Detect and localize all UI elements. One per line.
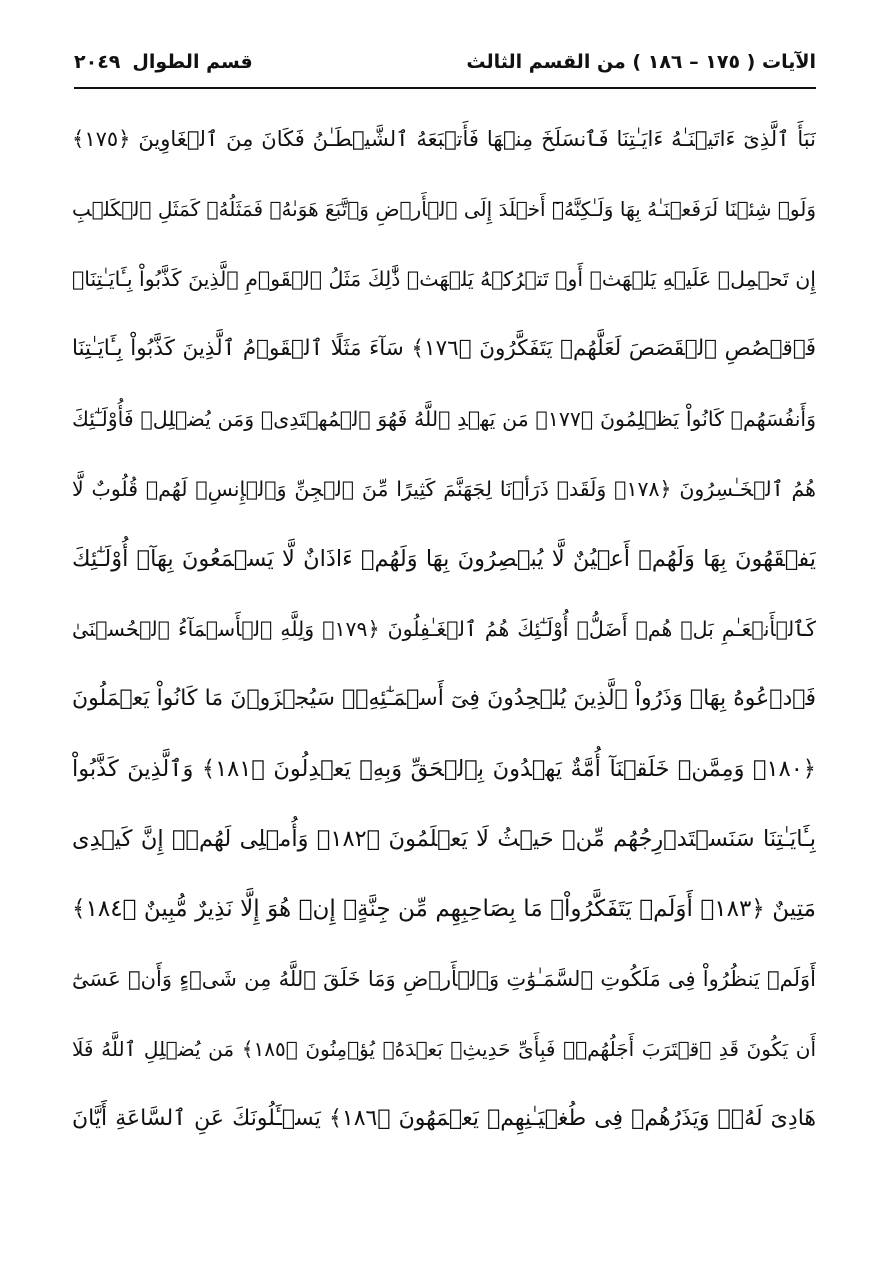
page-header (74, 42, 816, 82)
verse-line: وَلَوۡ شِئۡنَا لَرَفَعۡنَـٰهُ بِهَا وَلَـٰكِنَّهُۥٓ أَخۡلَدَ إِلَى ٱلۡأَرۡضِ وَٱتَّبَعَ هَوَىٰهُۚ فَمَثَلُهُۥ كَمَثَلِ ٱلۡكَلۡبِ (72, 197, 816, 221)
verse-line: هَادِىَ لَهُۥۚ وَيَذَرُهُمۡ فِى طُغۡيَـٰنِهِمۡ يَعۡمَهُونَ ﴿١٨٦﴾ يَسۡـَٔلُونَكَ عَنِ ٱلسَّاعَةِ أَيَّانَ (72, 1106, 816, 1131)
verse-line: إِن تَحۡمِلۡ عَلَيۡهِ يَلۡهَثۡ أَوۡ تَتۡرُكۡهُ يَلۡهَثۚ ذَّٰلِكَ مَثَلُ ٱلۡقَوۡمِ ٱلَّذِينَ كَذَّبُواْ بِـَٔايَـٰتِنَاۚ (72, 267, 816, 291)
verse-line: أَن يَكُونَ قَدِ ٱقۡتَرَبَ أَجَلُهُمۡۖ فَبِأَىِّ حَدِيثِۭ بَعۡدَهُۥ يُؤۡمِنُونَ ﴿١٨٥﴾ مَن يُضۡلِلِ ٱللَّهُ فَلَا (72, 1037, 816, 1061)
verse-line: بِـَٔايَـٰتِنَا سَنَسۡتَدۡرِجُهُم مِّنۡ حَيۡثُ لَا يَعۡلَمُونَ ﴿١٨٢﴾ وَأُمۡلِى لَهُمۡۚ إِنَّ كَيۡدِى (72, 826, 816, 852)
verse-line: وَأَنفُسَهُمۡ كَانُواْ يَظۡلِمُونَ ﴿١٧٧﴾ مَن يَهۡدِ ٱللَّهُ فَهُوَ ٱلۡمُهۡتَدِىۖ وَمَن يُضۡلِلۡ فَأُوْلَـٰٓئِكَ (72, 407, 816, 431)
verse-line: هُمُ ٱلۡخَـٰسِرُونَ ﴿١٧٨﴾ وَلَقَدۡ ذَرَأۡنَا لِجَهَنَّمَ كَثِيرًا مِّنَ ٱلۡجِنِّ وَٱلۡإِنسِۖ لَهُمۡ قُلُوبٌ لَّا (72, 477, 816, 501)
verse-line: فَٱقۡصُصِ ٱلۡقَصَصَ لَعَلَّهُمۡ يَتَفَكَّرُونَ ﴿١٧٦﴾ سَآءَ مَثَلًا ٱلۡقَوۡمُ ٱلَّذِينَ كَذَّبُواْ بِـَٔايَـٰتِنَا (72, 336, 816, 361)
verse-line: أَوَلَمۡ يَنظُرُواْ فِى مَلَكُوتِ ٱلسَّمَـٰوَٰتِ وَٱلۡأَرۡضِ وَمَا خَلَقَ ٱللَّهُ مِن شَىۡءٍ وَأَنۡ عَسَىٰٓ (72, 967, 816, 991)
verse-line: كَٱلۡأَنۡعَـٰمِ بَلۡ هُمۡ أَضَلُّۚ أُوْلَـٰٓئِكَ هُمُ ٱلۡغَـٰفِلُونَ ﴿١٧٩﴾ وَلِلَّهِ ٱلۡأَسۡمَآءُ ٱلۡحُسۡنَىٰ (72, 617, 816, 641)
verse-line: مَتِينٌ ﴿١٨٣﴾ أَوَلَمۡ يَتَفَكَّرُواْۗ مَا بِصَاحِبِهِم مِّن جِنَّةٍۚ إِنۡ هُوَ إِلَّا نَذِيرٌ مُّبِينٌ ﴿١٨٤﴾ (72, 896, 816, 922)
verse-line: فَٱدۡعُوهُ بِهَاۖ وَذَرُواْ ٱلَّذِينَ يُلۡحِدُونَ فِىٓ أَسۡمَـٰٓئِهِۦۚ سَيُجۡزَوۡنَ مَا كَانُواْ يَعۡمَلُونَ (72, 686, 816, 711)
verses-body (72, 102, 816, 1162)
header-left-group (74, 51, 253, 73)
page-number: ٢٠٤٩ (74, 51, 121, 73)
verse-line: يَفۡقَهُونَ بِهَا وَلَهُمۡ أَعۡيُنٌ لَّا يُبۡصِرُونَ بِهَا وَلَهُمۡ ءَاذَانٌ لَّا يَسۡمَعُونَ بِهَآۚ أُوْلَـٰٓئِكَ (72, 546, 816, 572)
section-name: قسم الطوال (132, 51, 253, 73)
verse-line: نَبَأَ ٱلَّذِىٓ ءَاتَيۡنَـٰهُ ءَايَـٰتِنَا فَٱنسَلَخَ مِنۡهَا فَأَتۡبَعَهُ ٱلشَّيۡطَـٰنُ فَكَانَ مِنَ ٱلۡغَاوِينَ ﴿١٧٥﴾ (72, 127, 816, 151)
verse-line: ﴿١٨٠﴾ وَمِمَّنۡ خَلَقۡنَآ أُمَّةٌ يَهۡدُونَ بِٱلۡحَقِّ وَبِهِۦ يَعۡدِلُونَ ﴿١٨١﴾ وَٱلَّذِينَ كَذَّبُواْ (72, 756, 816, 782)
header-rule (74, 87, 816, 89)
verses-range: الآيات ( ١٧٥ – ١٨٦ ) من القسم الثالث (466, 51, 816, 73)
